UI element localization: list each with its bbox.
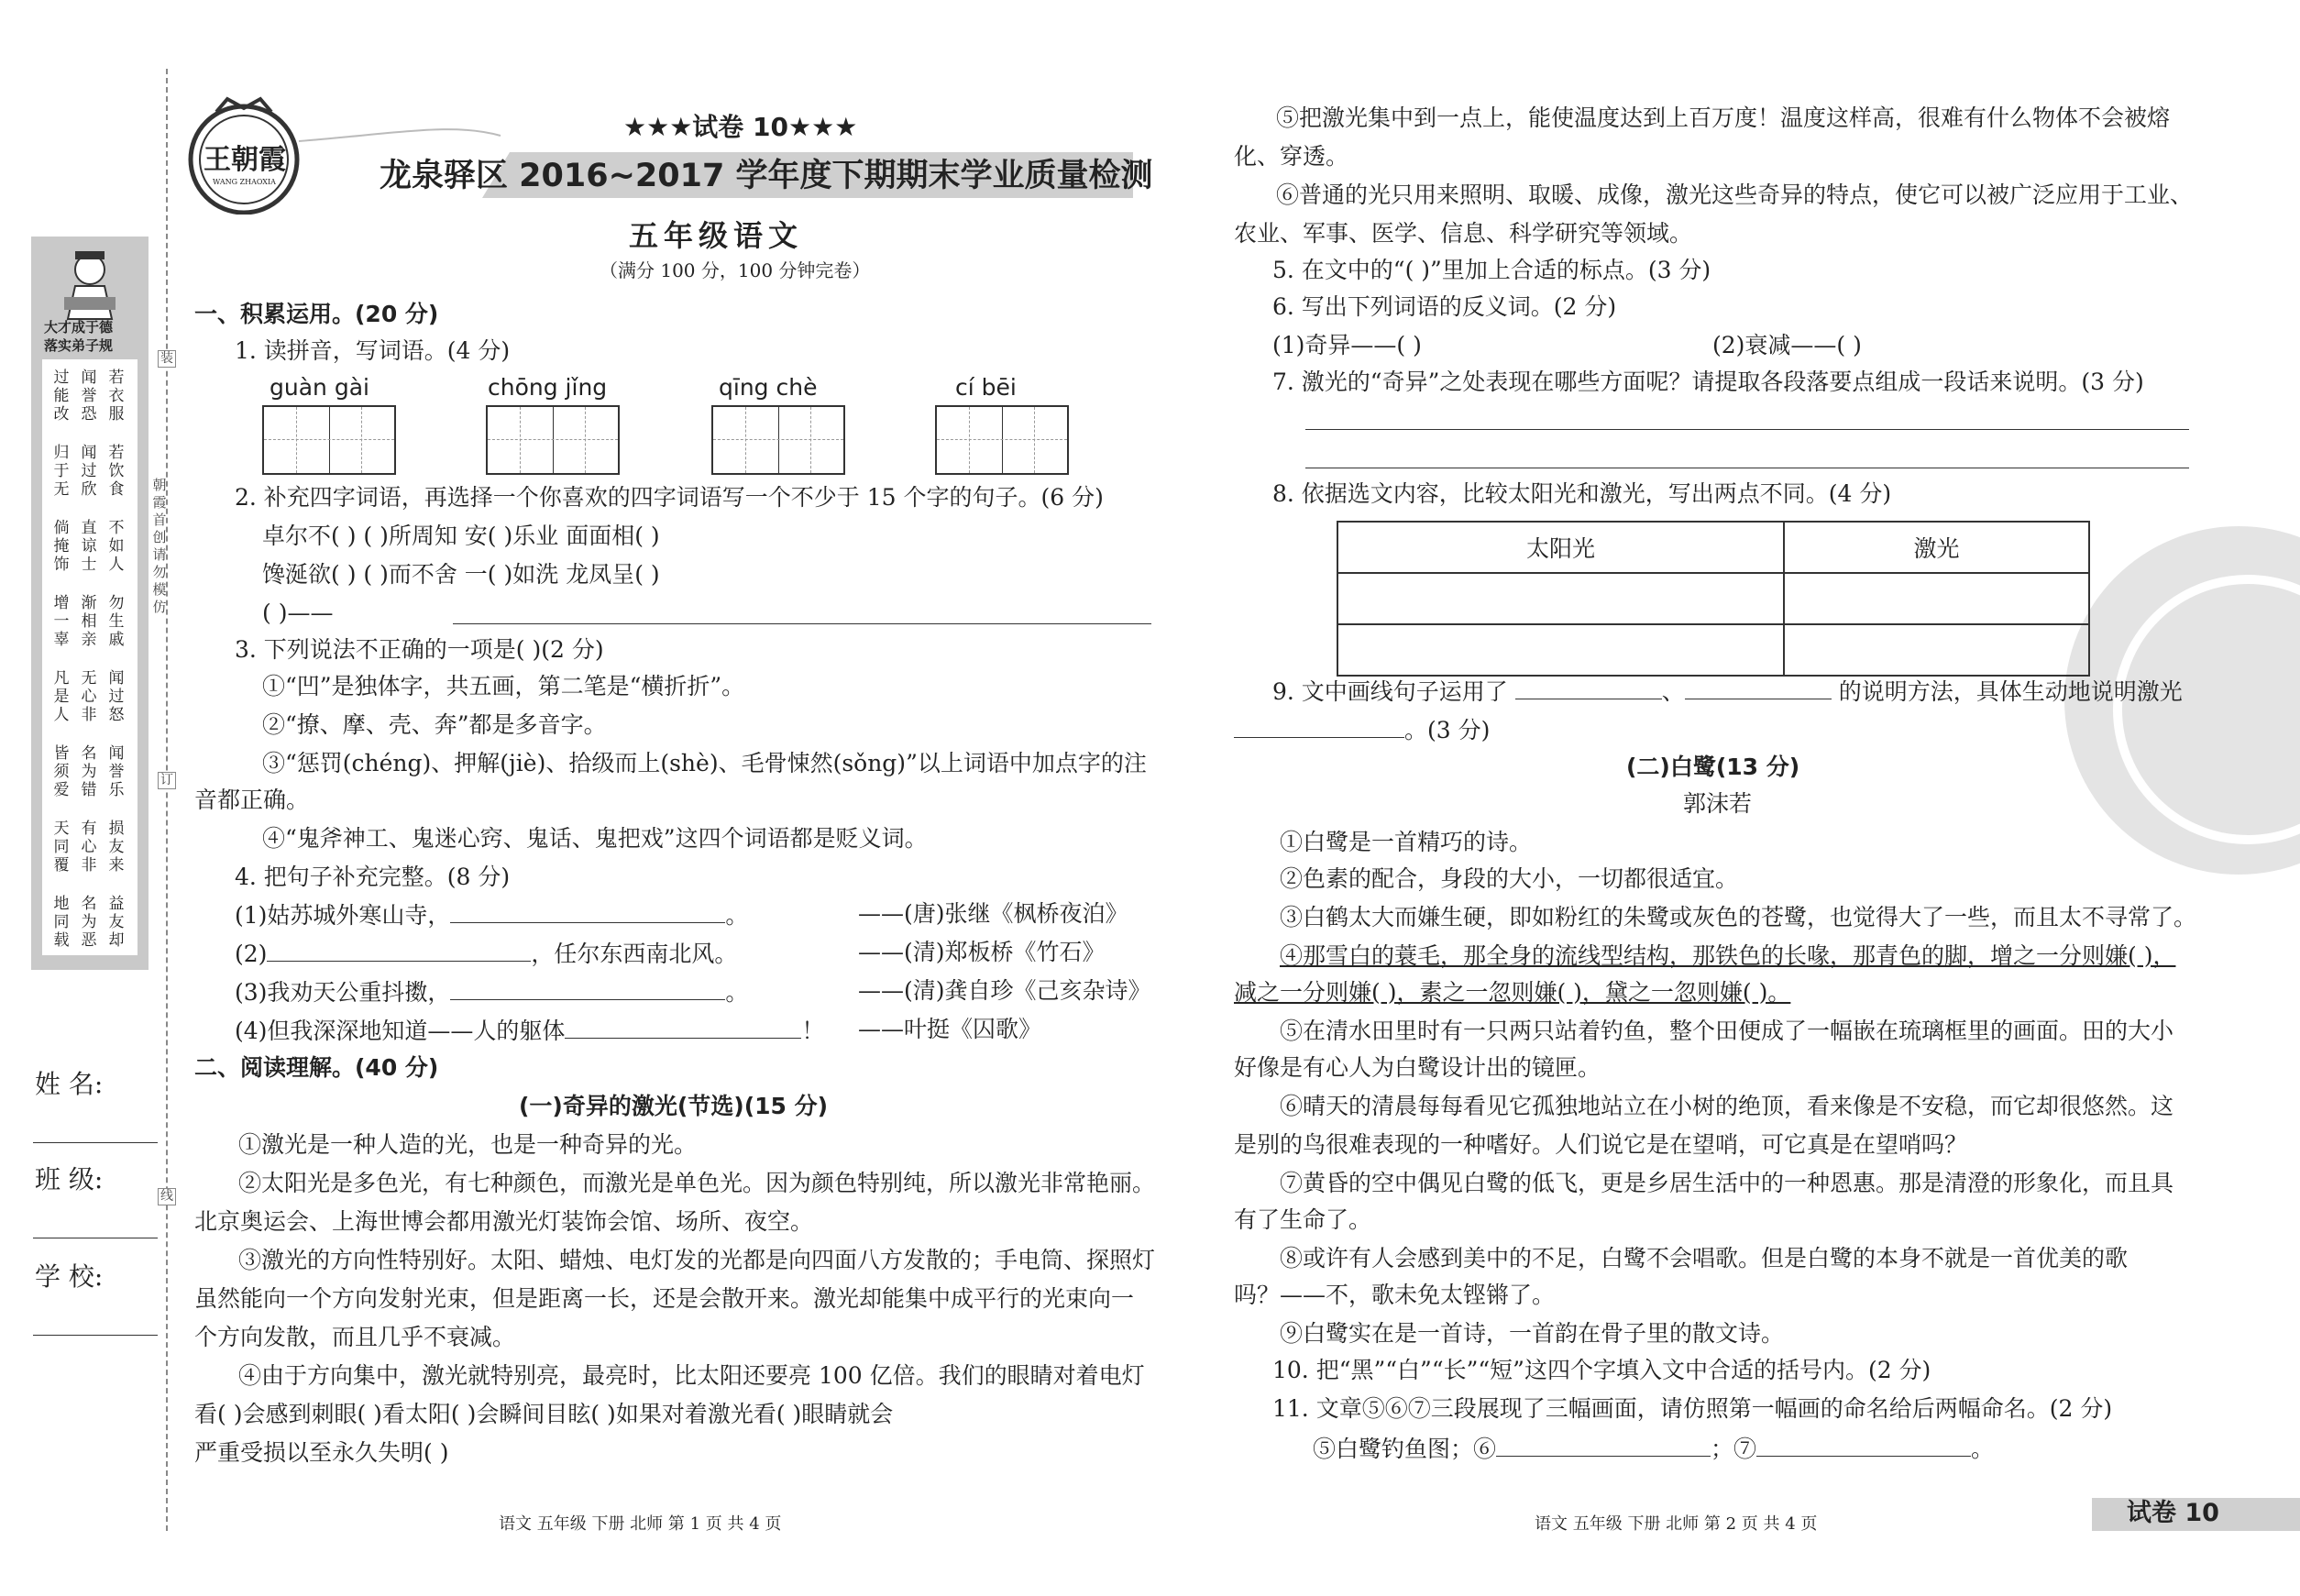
- question-2-row-1: 卓尔不( ) ( )所周知 安( )乐业 面面相( ): [262, 523, 660, 549]
- section-2-heading: 二、阅读理解。(40 分): [194, 1054, 439, 1081]
- writing-grid-1[interactable]: [262, 405, 396, 475]
- school-field[interactable]: [33, 1335, 158, 1336]
- sidebar-verse: 无心非: [81, 669, 97, 724]
- writing-grid-4[interactable]: [935, 405, 1069, 475]
- school-label: 学 校:: [35, 1261, 104, 1292]
- sidebar-verse: 直谅士: [81, 519, 97, 574]
- question-5: 5. 在文中的“( )”里加上合适的标点。(3 分): [1272, 257, 1711, 283]
- reading-2-b8a: ⑧或许有人会感到美中的不足，白鹭不会唱歌。但是白鹭的本身不就是一首优美的歌: [1280, 1245, 2129, 1271]
- name-field[interactable]: [33, 1142, 158, 1143]
- poem-4: (4)但我深深地知道——人的躯体 ！: [235, 1018, 825, 1044]
- reading-2-b6b: 是别的鸟很难表现的一种嗜好。人们说它是在望哨，可它真是在望哨吗？: [1234, 1131, 1968, 1158]
- question-11-blank-2[interactable]: [1756, 1434, 1971, 1457]
- score-note: （满分 100 分，100 分钟完卷）: [600, 259, 871, 281]
- reading-2-b3: ③白鹤太大而嫌生硬，即如粉红的朱鹭或灰色的苍鹭，也觉得大了一些，而且太不寻常了。: [1280, 904, 2197, 930]
- reading-2-b8b: 吗？——不，歌未免太铿锵了。: [1234, 1282, 1556, 1308]
- sidebar-verse: 凡是人: [53, 669, 70, 724]
- logo-subtext: WANG ZHAOXIA: [213, 178, 276, 186]
- question-2: 2. 补充四字词语，再选择一个你喜欢的四字词语写一个不少于 15 个字的句子。(6 分): [235, 484, 1104, 511]
- sidebar-verse: 勿生戚: [108, 594, 125, 649]
- question-3-option-c: ③“惩罚(chéng)、押解(jiè)、拾级而上(shè)、毛骨悚然(sǒng)”以上词语中加点字的注: [262, 750, 1147, 776]
- sidebar-verse: 归于无: [53, 444, 70, 499]
- table-header-sunlight: 太阳光: [1337, 522, 1784, 573]
- sidebar-verse: 损友来: [108, 820, 125, 875]
- poem-2-blank[interactable]: [267, 939, 531, 962]
- reading-1-p2a: ②太阳光是多色光，有七种颜色，而激光是单色光。因为颜色特别纯，所以激光非常艳丽。: [238, 1170, 1156, 1196]
- question-2-answer-line[interactable]: [453, 623, 1151, 624]
- reading-2-b4b: 减之一分则嫌( )，素之一忽则嫌( )，黛之一忽则嫌( )。: [1234, 979, 1791, 1006]
- question-7: 7. 激光的“奇异”之处表现在哪些方面呢？请提取各段落要点组成一段话来说明。(3 分): [1272, 369, 2144, 395]
- pinyin-4: cí bēi: [955, 374, 1017, 401]
- question-7-line-1[interactable]: [1305, 429, 2189, 430]
- corner-exam-number: 试卷 10: [2127, 1499, 2219, 1527]
- sidebar-verse: 益友却: [108, 895, 125, 950]
- sidebar-verse: 增一辜: [53, 594, 70, 649]
- table-header-laser: 激光: [1784, 522, 2089, 573]
- table-cell[interactable]: [1784, 624, 2089, 676]
- reading-1-p4c: 严重受损以至永久失明( ): [194, 1439, 449, 1466]
- sidebar-verse: 过能改: [53, 369, 70, 424]
- sidebar-verse: 天同覆: [53, 820, 70, 875]
- comparison-table: [1337, 521, 2090, 677]
- question-3: 3. 下列说法不正确的一项是( )(2 分): [235, 636, 604, 663]
- reading-2-b4a: ④那雪白的蓑毛，那全身的流线型结构，那铁色的长喙，那青色的脚，增之一分则嫌( )，: [1280, 942, 2176, 969]
- question-2-row-2: 馋涎欲( ) ( )而不舍 一( )如洗 龙凤呈( ): [262, 561, 660, 588]
- question-4: 4. 把句子补充完整。(8 分): [235, 864, 511, 890]
- reading-2-author: 郭沫若: [1683, 790, 1753, 817]
- binding-mark-bottom: 线: [158, 1188, 176, 1205]
- poem-3: (3)我劝天公重抖擞， 。: [235, 979, 749, 1006]
- sidebar-verse: 闻过欣: [81, 444, 97, 499]
- question-9-blank-3[interactable]: [1234, 715, 1404, 738]
- writing-grid-2[interactable]: [486, 405, 620, 475]
- sidebar-motto-2: 落实弟子规: [44, 337, 114, 354]
- question-9-cont: 。(3 分): [1234, 715, 1490, 744]
- sidebar-verse: 渐相亲: [81, 594, 97, 649]
- reading-2-b6a: ⑥晴天的清晨每每看见它孤独地站立在小树的绝顶，看来像是不安稳，而它却很悠然。这: [1280, 1093, 2174, 1119]
- question-2-row-3: ( )——: [262, 600, 334, 626]
- reading-1-p4a: ④由于方向集中，激光就特别亮，最亮时，比太阳还要亮 100 亿倍。我们的眼睛对着电灯: [238, 1362, 1145, 1389]
- reading-1-p6b: 农业、军事、医学、信息、科学研究等领域。: [1234, 220, 1693, 247]
- sidebar-verse: 倘掩饰: [53, 519, 70, 574]
- exam-number: ★★★试卷 10★★★: [623, 112, 858, 142]
- poem-1: (1)姑苏城外寒山寺， 。: [235, 902, 749, 929]
- question-6: 6. 写出下列词语的反义词。(2 分): [1272, 293, 1617, 320]
- question-1: 1. 读拼音，写词语。(4 分): [235, 337, 511, 364]
- reading-2-b5b: 好像是有心人为白鹭设计出的镜匣。: [1234, 1054, 1601, 1081]
- sidebar-verse: 闻过怒: [108, 669, 125, 724]
- section-1-heading: 一、积累运用。(20 分): [194, 301, 439, 327]
- reading-1-p3c: 个方向发散，而且几乎不衰减。: [194, 1324, 516, 1350]
- table-cell[interactable]: [1337, 624, 1784, 676]
- scholar-figure-icon: [48, 246, 132, 321]
- sidebar-verse: 若衣服: [108, 369, 125, 424]
- pinyin-3: qīng chè: [719, 374, 818, 401]
- logo-text: 王朝霞: [204, 144, 286, 176]
- sidebar-verse: 名为错: [81, 744, 97, 799]
- poem-3-blank[interactable]: [450, 977, 725, 1000]
- question-11: 11. 文章⑤⑥⑦三段展现了三幅画面，请仿照第一幅画的命名给后两幅命名。(2 分): [1272, 1395, 2113, 1422]
- sidebar-verse: 闻誉乐: [108, 744, 125, 799]
- question-10: 10. 把“黑”“白”“长”“短”这四个字填入文中合适的括号内。(2 分): [1272, 1357, 1931, 1383]
- question-6-item-1: (1)奇异——( ): [1272, 332, 1422, 358]
- binding-mark-top: 装: [158, 350, 176, 368]
- poem-1-blank[interactable]: [450, 900, 725, 923]
- vertical-note: 朝霞首创 请勿模仿: [152, 477, 167, 615]
- reading-2-b7b: 有了生命了。: [1234, 1206, 1372, 1233]
- pinyin-1: guàn gài: [270, 374, 369, 401]
- sidebar-verse: 闻誉恐: [81, 369, 97, 424]
- reading-2-b1: ①白鹭是一首精巧的诗。: [1280, 829, 1533, 855]
- sidebar-verse: 皆须爱: [53, 744, 70, 799]
- poem-3-source: ——(清)龚自珍《己亥杂诗》: [858, 977, 1151, 1004]
- question-9: 9. 文中画线句子运用了 、 的说明方法，具体生动地说明激光: [1272, 678, 2183, 705]
- poem-4-blank[interactable]: [565, 1016, 801, 1039]
- question-11-blank-1[interactable]: [1496, 1434, 1711, 1457]
- reading-1-p6a: ⑥普通的光只用来照明、取暖、成像，激光这些奇异的特点，使它可以被广泛应用于工业、: [1276, 182, 2194, 208]
- page-1-footer: 语文 五年级 下册 北师 第 1 页 共 4 页: [499, 1514, 782, 1534]
- sidebar-verse: 不如人: [108, 519, 125, 574]
- table-cell[interactable]: [1337, 573, 1784, 624]
- sidebar-verse: 地同载: [53, 895, 70, 950]
- question-9-blank-2[interactable]: [1685, 677, 1832, 699]
- subject-title: 五年级语文: [629, 218, 804, 253]
- table-cell[interactable]: [1784, 573, 2089, 624]
- sidebar-motto-1: 大才成于德: [44, 319, 114, 336]
- reading-2-b2: ②色素的配合，身段的大小，一切都很适宜。: [1280, 865, 1739, 892]
- poem-1-source: ——(唐)张继《枫桥夜泊》: [858, 900, 1128, 927]
- reading-1-p3b: 虽然能向一个方向发射光束，但是距离一长，还是会散开来。激光却能集中成平行的光束向一: [194, 1285, 1135, 1312]
- pinyin-2: chōng jǐng: [488, 374, 608, 401]
- writing-grid-3[interactable]: [711, 405, 845, 475]
- name-label: 姓 名:: [35, 1069, 104, 1099]
- poem-2-source: ——(清)郑板桥《竹石》: [858, 939, 1106, 965]
- reading-1-p5b: 化、穿透。: [1234, 143, 1349, 170]
- binding-line: [166, 69, 168, 1531]
- reading-1-title: (一)奇异的激光(节选)(15 分): [519, 1093, 829, 1119]
- poem-2: (2) ，任尔东西南北风。: [235, 941, 738, 967]
- reading-1-p2b: 北京奥运会、上海世博会都用激光灯装饰会馆、场所、夜空。: [194, 1208, 814, 1235]
- question-11-answer: ⑤白鹭钓鱼图；⑥ ；⑦ 。: [1313, 1436, 1995, 1462]
- page-2-footer: 语文 五年级 下册 北师 第 2 页 共 4 页: [1535, 1514, 1818, 1534]
- reading-1-p1: ①激光是一种人造的光，也是一种奇异的光。: [238, 1131, 698, 1158]
- reading-1-p3a: ③激光的方向性特别好。太阳、蜡烛、电灯发的光都是向四面八方发散的；手电筒、探照灯: [238, 1247, 1156, 1273]
- question-3-option-c-cont: 音都正确。: [194, 787, 310, 813]
- binding-mark-mid: 订: [158, 772, 176, 789]
- question-3-option-b: ②“撩、摩、壳、奔”都是多音字。: [262, 711, 607, 738]
- poem-4-source: ——叶挺《囚歌》: [858, 1016, 1042, 1042]
- reading-1-p5a: ⑤把激光集中到一点上，能使温度达到上百万度！温度这样高，很难有什么物体不会被熔: [1276, 105, 2171, 131]
- question-8: 8. 依据选文内容，比较太阳光和激光，写出两点不同。(4 分): [1272, 480, 1892, 507]
- sidebar-verse: 若饮食: [108, 444, 125, 499]
- exam-title: 龙泉驿区 2016~2017 学年度下期期末学业质量检测: [380, 158, 1153, 194]
- reading-2-b7a: ⑦黄昏的空中偶见白鹭的低飞，更是乡居生活中的一种恩惠。那是清澄的形象化，而且具: [1280, 1170, 2174, 1196]
- reading-2-b9: ⑨白鹭实在是一首诗，一首韵在骨子里的散文诗。: [1280, 1320, 1785, 1347]
- reading-2-b5a: ⑤在清水田里时有一只两只站着钓鱼，整个田便成了一幅嵌在琉璃框里的画面。田的大小: [1280, 1018, 2174, 1044]
- reading-1-p4b: 看( )会感到刺眼( )看太阳( )会瞬间目眩( )如果对着激光看( )眼睛就会: [194, 1401, 894, 1427]
- sidebar-verse: 有心非: [81, 820, 97, 875]
- question-9-blank-1[interactable]: [1515, 677, 1662, 699]
- question-3-option-d: ④“鬼斧神工、鬼迷心窍、鬼话、鬼把戏”这四个词语都是贬义词。: [262, 825, 928, 852]
- class-label: 班 级:: [35, 1164, 104, 1194]
- question-3-option-a: ①“凹”是独体字，共五画，第二笔是“横折折”。: [262, 673, 745, 699]
- sidebar-verse: 名为恶: [81, 895, 97, 950]
- reading-2-title: (二)白鹭(13 分): [1626, 754, 1800, 780]
- question-6-item-2: (2)衰减——( ): [1712, 332, 1862, 358]
